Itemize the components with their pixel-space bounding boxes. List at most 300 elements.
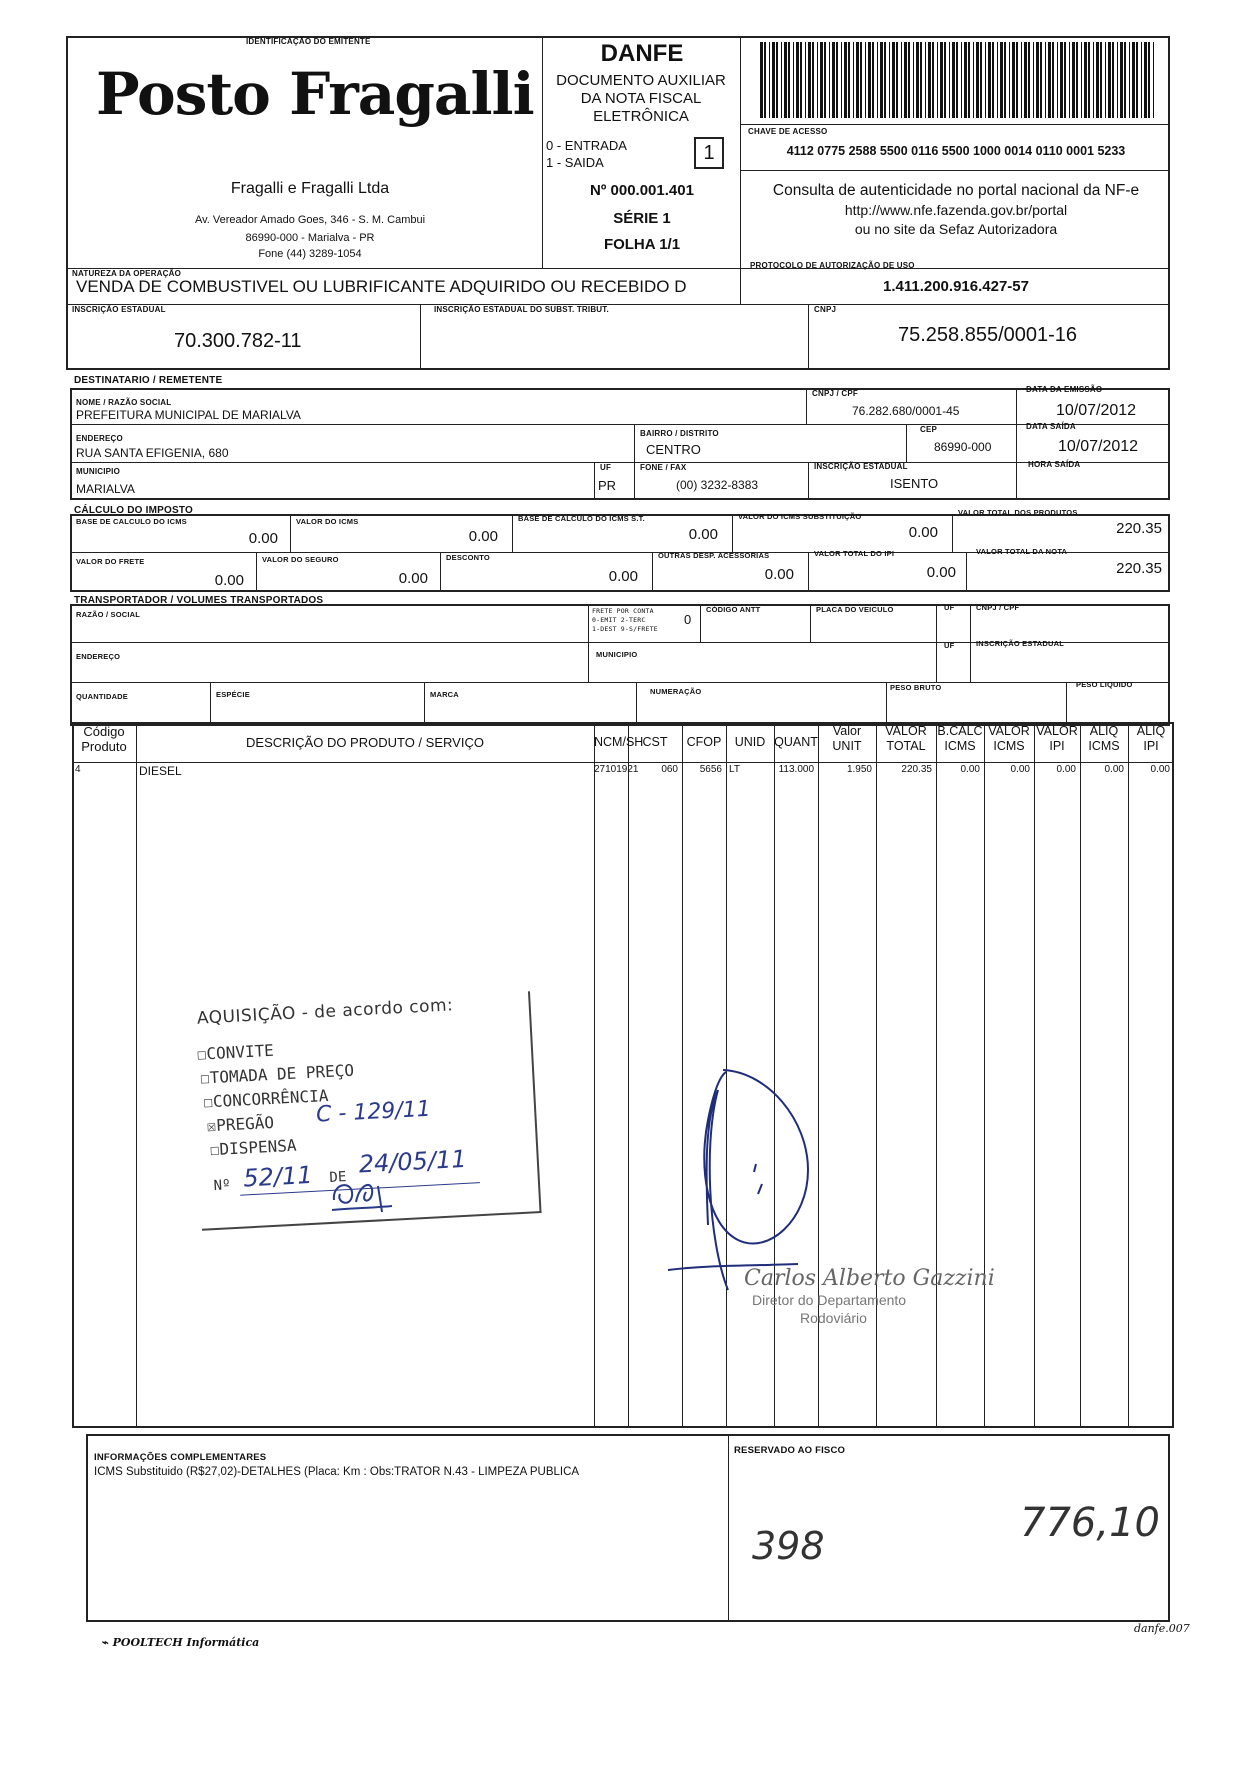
- barcode-bar: [808, 42, 811, 118]
- stamp-option-concorrencia: [203, 1086, 329, 1112]
- barcode-bar: [901, 42, 902, 118]
- barcode-bar: [896, 42, 898, 118]
- barcode-bar: [1153, 42, 1154, 118]
- barcode-bar: [928, 42, 931, 118]
- recipient-city: MARIALVA: [76, 482, 135, 496]
- checkbox-empty-icon: ☐: [196, 1044, 207, 1064]
- info-text: ICMS Substituido (R$27,02)-DETALHES (Placa: Km : Obs:TRATOR N.43 - LIMPEZA PUBLICA: [94, 1466, 580, 1478]
- barcode-bar: [1012, 42, 1015, 118]
- icms-st-label: VALOR DO ICMS SUBSTITUIÇÃO: [738, 512, 862, 521]
- barcode-bar: [1060, 42, 1063, 118]
- divider: [808, 304, 809, 370]
- barcode-bar: [877, 42, 878, 118]
- barcode-bar: [980, 42, 982, 118]
- base-st-value: 0.00: [688, 526, 718, 543]
- column-divider: [936, 722, 937, 1428]
- barcode-bar: [1141, 42, 1142, 118]
- column-header: ALIQ IPI: [1136, 724, 1166, 753]
- divider: [966, 552, 967, 592]
- invoice-number: Nº 000.001.401: [590, 182, 694, 199]
- divider: [588, 604, 589, 682]
- barcode-bar: [1000, 42, 1003, 118]
- barcode-bar: [1112, 42, 1114, 118]
- table-cell: LT: [729, 764, 740, 775]
- recipient-box: [70, 388, 1170, 500]
- barcode-bar: [1132, 42, 1135, 118]
- fisco-label: RESERVADO AO FISCO: [734, 1445, 846, 1456]
- fisco-handwritten-1: 398: [752, 1524, 825, 1568]
- consult-line3: ou no site da Sefaz Autorizadora: [854, 221, 1058, 237]
- divider: [810, 604, 811, 642]
- barcode-bar: [1129, 42, 1130, 118]
- pooltech-logo-icon: ⌁: [102, 1636, 109, 1649]
- barcode-bar: [956, 42, 958, 118]
- barcode-bar: [788, 42, 790, 118]
- barcode-bar: [1009, 42, 1010, 118]
- barcode-bar: [856, 42, 859, 118]
- divider: [952, 514, 953, 552]
- barcode-bar: [968, 42, 970, 118]
- table-cell: 27101921: [594, 764, 639, 775]
- ie-value: 70.300.782-11: [174, 330, 302, 352]
- divider: [1016, 388, 1017, 500]
- barcode-bar: [865, 42, 866, 118]
- divider: [66, 304, 1170, 305]
- barcode-bar: [889, 42, 890, 118]
- barcode-bar: [805, 42, 806, 118]
- city-label: MUNICIPIO: [76, 467, 121, 476]
- carrier-uf2-label: UF: [944, 641, 955, 650]
- stamp-date-handwritten: 24/05/11: [358, 1144, 468, 1179]
- stamp-de-label: DE: [329, 1169, 347, 1186]
- column-header: Valor UNIT: [832, 724, 862, 753]
- barcode-bar: [820, 42, 823, 118]
- insurance-value: 0.00: [398, 570, 428, 587]
- stamp-option-convite: [196, 1041, 274, 1064]
- invoice-total-value: 220.35: [1116, 560, 1162, 577]
- barcode: [760, 42, 1160, 118]
- recipient-address: RUA SANTA EFIGENIA, 680: [76, 446, 229, 460]
- barcode-bar: [1004, 42, 1006, 118]
- access-key: 4112 0775 2588 5500 0116 5500 1000 0014 0110 0001 5233: [786, 144, 1126, 158]
- barcode-bar: [1045, 42, 1046, 118]
- divider: [290, 514, 291, 552]
- barcode-bar: [944, 42, 946, 118]
- barcode-bar: [892, 42, 895, 118]
- operation-label: NATUREZA DA OPERAÇÃO: [72, 269, 182, 278]
- barcode-bar: [1028, 42, 1030, 118]
- protocol-value: 1.411.200.916.427-57: [883, 278, 1029, 295]
- emitter-address: Av. Vereador Amado Goes, 346 - S. M. Cambui: [194, 214, 426, 226]
- table-cell: 060: [661, 764, 678, 775]
- type-box: 1: [694, 137, 724, 169]
- barcode-bar: [952, 42, 955, 118]
- danfe-title: DANFE: [600, 40, 684, 67]
- column-header: VALOR IPI: [1036, 724, 1078, 753]
- info-label: INFORMAÇÕES COMPLEMENTARES: [94, 1452, 267, 1463]
- emitter-section-label: IDENTIFICAÇÃO DO EMITENTE: [246, 37, 371, 46]
- discount-label: DESCONTO: [446, 553, 490, 562]
- freight-mode-label: FRETE POR CONTA: [592, 607, 654, 615]
- barcode-bar: [940, 42, 943, 118]
- barcode-bar: [772, 42, 775, 118]
- company-logo: Posto Fragalli: [96, 60, 534, 128]
- stamp-no-label: Nº: [213, 1177, 231, 1195]
- barcode-bar: [841, 42, 842, 118]
- barcode-bar: [872, 42, 874, 118]
- recipient-name-label: NOME / RAZÃO SOCIAL: [76, 398, 172, 407]
- freight-value: 0.00: [214, 572, 244, 589]
- freight-mode-opt2: 1-DEST 9-S/FRETE: [592, 625, 658, 633]
- barcode-bar: [812, 42, 814, 118]
- barcode-bar: [964, 42, 967, 118]
- column-divider: [136, 722, 137, 1428]
- checkbox-empty-icon: ☐: [209, 1139, 220, 1160]
- table-cell: 113.000: [778, 764, 814, 775]
- divider: [634, 424, 635, 462]
- freight-label: VALOR DO FRETE: [76, 557, 145, 566]
- table-cell: 0.00: [960, 764, 980, 775]
- stamp-option-label: PREGÃO: [215, 1112, 275, 1135]
- consult-line2: http://www.nfe.fazenda.gov.br/portal: [844, 202, 1068, 218]
- gross-weight-label: PESO BRUTO: [890, 683, 942, 692]
- divider: [424, 682, 425, 726]
- divider: [936, 604, 937, 682]
- ie-st-label: INSCRIÇÃO ESTADUAL DO SUBST. TRIBUT.: [434, 305, 609, 314]
- exit-date: 10/07/2012: [1058, 438, 1139, 455]
- column-divider: [1034, 722, 1035, 1428]
- column-header: NCM/SH: [594, 735, 644, 749]
- barcode-bar: [1136, 42, 1138, 118]
- stamp-option-label: CONVITE: [205, 1040, 275, 1064]
- divider: [886, 682, 887, 726]
- antt-label: CÓDIGO ANTT: [706, 605, 761, 614]
- barcode-bar: [784, 42, 787, 118]
- volume-qty-label: QUANTIDADE: [76, 692, 128, 701]
- base-icms-value: 0.00: [248, 530, 278, 547]
- checkbox-checked-icon: ☒: [206, 1115, 217, 1136]
- barcode-bar: [793, 42, 794, 118]
- column-divider: [594, 722, 595, 1428]
- divider: [66, 268, 1170, 269]
- divider: [808, 552, 809, 592]
- stamp-option-dispensa: [209, 1136, 297, 1160]
- barcode-bar: [988, 42, 991, 118]
- barcode-bar: [961, 42, 962, 118]
- stamp-title: AQUISIÇÃO - de acordo com:: [196, 995, 454, 1029]
- divider: [740, 170, 1170, 171]
- cep-label: CEP: [920, 425, 938, 434]
- barcode-bar: [776, 42, 778, 118]
- divider: [542, 36, 543, 268]
- carrier-address-label: ENDEREÇO: [76, 652, 121, 661]
- barcode-bar: [1093, 42, 1094, 118]
- barcode-bar: [764, 42, 766, 118]
- barcode-bar: [1088, 42, 1090, 118]
- volume-kind-label: ESPÉCIE: [216, 690, 250, 699]
- carrier-cnpj-label: CNPJ / CPF: [976, 603, 1020, 612]
- items-header-divider: [72, 762, 1174, 763]
- consult-line1: Consulta de autenticidade no portal nacional da NF-e: [772, 182, 1140, 199]
- divider: [512, 514, 513, 552]
- invoice-folha: FOLHA 1/1: [603, 236, 681, 253]
- barcode-bar: [949, 42, 950, 118]
- district-label: BAIRRO / DISTRITO: [640, 429, 719, 438]
- barcode-bar: [1105, 42, 1106, 118]
- column-header: CFOP: [686, 735, 722, 749]
- divider: [256, 552, 257, 592]
- fisco-handwritten-2: 776,10: [1020, 1500, 1160, 1546]
- freight-mode-value: 0: [684, 612, 692, 627]
- phone-label: FONE / FAX: [640, 463, 687, 472]
- table-cell: 0.00: [1150, 764, 1170, 775]
- emission-label: DATA DA EMISSÃO: [1026, 385, 1103, 394]
- divider: [634, 462, 635, 500]
- barcode-bar: [796, 42, 799, 118]
- barcode-bar: [781, 42, 782, 118]
- barcode-bar: [880, 42, 883, 118]
- column-header: Código Produto: [81, 724, 127, 754]
- recipient-cnpj: 76.282.680/0001-45: [852, 404, 960, 418]
- column-header: DESCRIÇÃO DO PRODUTO / SERVIÇO: [246, 735, 484, 750]
- barcode-bar: [973, 42, 974, 118]
- signatory-name: Carlos Alberto Gazzini: [744, 1266, 995, 1291]
- barcode-bar: [1144, 42, 1147, 118]
- recipient-cnpj-label: CNPJ / CPF: [812, 389, 859, 398]
- pregao-handwritten: C - 129/11: [315, 1096, 432, 1128]
- danfe-subtitle: DOCUMENTO AUXILIAR DA NOTA FISCAL ELETRÔNICA: [556, 72, 726, 125]
- recipient-cep: 86990-000: [934, 440, 992, 454]
- barcode-bar: [1057, 42, 1058, 118]
- icms-st-value: 0.00: [908, 524, 938, 541]
- divider: [740, 124, 1170, 125]
- protocol-label: PROTOCOLO DE AUTORIZAÇÃO DE USO: [750, 261, 915, 270]
- signatory-role-2: Rodoviário: [800, 1310, 867, 1326]
- barcode-bar: [800, 42, 802, 118]
- barcode-bar: [824, 42, 826, 118]
- volume-numbering-label: NUMERAÇÃO: [650, 687, 702, 696]
- stamp-option-label: DISPENSA: [218, 1135, 297, 1159]
- barcode-bar: [868, 42, 871, 118]
- table-cell: 0.00: [1056, 764, 1076, 775]
- recipient-name: PREFEITURA MUNICIPAL DE MARIALVA: [76, 408, 301, 422]
- emission-date: 10/07/2012: [1056, 402, 1137, 419]
- barcode-bar: [1048, 42, 1051, 118]
- barcode-bar: [860, 42, 862, 118]
- column-header: QUANT: [774, 735, 818, 749]
- recipient-district: CENTRO: [646, 442, 701, 457]
- barcode-bar: [848, 42, 850, 118]
- base-st-label: BASE DE CALCULO DO ICMS S.T.: [518, 514, 645, 523]
- barcode-bar: [1040, 42, 1042, 118]
- access-key-label: CHAVE DE ACESSO: [748, 127, 828, 136]
- barcode-bar: [1148, 42, 1150, 118]
- checkbox-empty-icon: ☐: [202, 1092, 214, 1112]
- hour-label: HORA SAÍDA: [1028, 460, 1081, 469]
- icms-label: VALOR DO ICMS: [296, 517, 359, 526]
- table-cell: 220.35: [901, 764, 932, 775]
- cnpj-value: 75.258.855/0001-16: [898, 324, 1078, 346]
- divider: [1066, 682, 1067, 726]
- barcode-bar: [992, 42, 994, 118]
- table-cell: 0.00: [1104, 764, 1124, 775]
- divider: [70, 462, 1170, 463]
- barcode-bar: [913, 42, 914, 118]
- ie-label: INSCRIÇÃO ESTADUAL: [72, 305, 166, 314]
- barcode-bar: [925, 42, 926, 118]
- recipient-section-label: DESTINATARIO / REMETENTE: [74, 375, 223, 386]
- invoice-total-label: VALOR TOTAL DA NOTA: [976, 547, 1068, 556]
- stamp-option-label: CONCORRÊNCIA: [212, 1085, 329, 1111]
- barcode-bar: [1096, 42, 1099, 118]
- exit-date-label: DATA SAÍDA: [1026, 422, 1076, 431]
- divider: [70, 682, 1170, 683]
- divider: [652, 552, 653, 592]
- divider: [594, 462, 595, 500]
- divider: [440, 552, 441, 592]
- barcode-bar: [920, 42, 922, 118]
- stamp-no-handwritten: 52/11: [242, 1160, 314, 1193]
- table-cell: DIESEL: [139, 764, 182, 778]
- barcode-bar: [832, 42, 835, 118]
- barcode-bar: [1016, 42, 1018, 118]
- base-icms-label: BASE DE CALCULO DO ICMS: [76, 517, 187, 526]
- stamp-option-label: TOMADA DE PREÇO: [209, 1060, 355, 1088]
- table-cell: 5656: [699, 764, 722, 775]
- discount-value: 0.00: [608, 568, 638, 585]
- checkbox-empty-icon: ☐: [199, 1068, 211, 1088]
- stamp-option-tomada: [200, 1061, 355, 1088]
- barcode-bar: [844, 42, 847, 118]
- barcode-bar: [1124, 42, 1126, 118]
- barcode-bar: [1100, 42, 1102, 118]
- stamp-initials: [326, 1172, 396, 1216]
- carrier-ie-label: INSCRIÇÃO ESTADUAL: [976, 639, 1065, 648]
- table-cell: 1.950: [846, 764, 872, 775]
- column-divider: [984, 722, 985, 1428]
- barcode-bar: [997, 42, 998, 118]
- emitter-city: 86990-000 - Marialva - PR: [245, 232, 375, 244]
- carrier-uf-label: UF: [944, 603, 955, 612]
- barcode-bar: [1064, 42, 1066, 118]
- invoice-serie: SÉRIE 1: [613, 210, 671, 227]
- barcode-bar: [1108, 42, 1111, 118]
- icms-value: 0.00: [468, 528, 498, 545]
- software-credit: [102, 1636, 259, 1649]
- divider: [806, 388, 807, 424]
- barcode-bar: [817, 42, 818, 118]
- other-value: 0.00: [764, 566, 794, 583]
- barcode-bar: [1024, 42, 1027, 118]
- divider: [636, 682, 637, 726]
- barcode-bar: [932, 42, 934, 118]
- column-divider: [876, 722, 877, 1428]
- barcode-bar: [853, 42, 854, 118]
- recipient-ie: ISENTO: [890, 476, 939, 491]
- barcode-bar: [1021, 42, 1022, 118]
- products-total-value: 220.35: [1116, 520, 1162, 537]
- barcode-bar: [829, 42, 830, 118]
- barcode-bar: [1072, 42, 1075, 118]
- operation-value: VENDA DE COMBUSTIVEL OU LUBRIFICANTE ADQUIRIDO OU RECEBIDO D: [76, 277, 687, 296]
- insurance-label: VALOR DO SEGURO: [262, 555, 339, 564]
- recipient-phone: (00) 3232-8383: [676, 478, 759, 492]
- divider: [808, 462, 809, 500]
- barcode-bar: [1076, 42, 1078, 118]
- divider: [728, 1434, 729, 1622]
- barcode-bar: [769, 42, 770, 118]
- barcode-bar: [1120, 42, 1123, 118]
- ipi-value: 0.00: [926, 564, 956, 581]
- other-label: OUTRAS DESP. ACESSORIAS: [658, 551, 770, 560]
- divider: [210, 682, 211, 726]
- column-divider: [1080, 722, 1081, 1428]
- type-saida: 1 - SAIDA: [546, 155, 604, 170]
- barcode-bar: [884, 42, 886, 118]
- barcode-bar: [1036, 42, 1039, 118]
- barcode-bar: [1069, 42, 1070, 118]
- barcode-bar: [1081, 42, 1082, 118]
- type-entrada: 0 - ENTRADA: [546, 138, 627, 153]
- barcode-bar: [760, 42, 763, 118]
- divider: [732, 514, 733, 552]
- barcode-bar: [1033, 42, 1034, 118]
- emitter-phone: Fone (44) 3289-1054: [258, 248, 362, 260]
- recipient-ie-label: INSCRIÇÃO ESTADUAL: [814, 462, 908, 471]
- software-credit-label: POOLTECH Informática: [112, 1636, 260, 1649]
- barcode-bar: [1052, 42, 1054, 118]
- column-header: ALIQ ICMS: [1088, 724, 1120, 753]
- recipient-uf: PR: [598, 478, 617, 493]
- column-divider: [1128, 722, 1129, 1428]
- barcode-bar: [904, 42, 907, 118]
- tax-section-label: CÁLCULO DO IMPOSTO: [74, 505, 193, 516]
- column-header: B.CÁLC ICMS: [937, 724, 983, 753]
- table-cell: 4: [75, 764, 81, 775]
- column-header: CST: [642, 735, 668, 749]
- barcode-bar: [937, 42, 938, 118]
- ipi-label: VALOR TOTAL DO IPI: [814, 549, 895, 558]
- divider: [700, 604, 701, 642]
- barcode-bar: [1084, 42, 1087, 118]
- column-header: VALOR ICMS: [988, 724, 1030, 753]
- signatory-role-1: Diretor do Departamento: [752, 1292, 907, 1308]
- barcode-bar: [1117, 42, 1118, 118]
- carrier-city-label: MUNICIPIO: [596, 650, 638, 659]
- stamp-option-pregao: [206, 1113, 274, 1136]
- transport-section-label: TRANSPORTADOR / VOLUMES TRANSPORTADOS: [74, 595, 324, 606]
- barcode-bar: [836, 42, 838, 118]
- emitter-company: Fragalli e Fragalli Ltda: [230, 180, 390, 197]
- divider: [906, 424, 907, 462]
- plate-label: PLACA DO VEICULO: [816, 605, 894, 614]
- barcode-bar: [908, 42, 910, 118]
- barcode-bar: [916, 42, 919, 118]
- products-total-label: VALOR TOTAL DOS PRODUTOS: [958, 508, 1078, 517]
- carrier-name-label: RAZÃO / SOCIAL: [76, 610, 141, 619]
- divider: [70, 424, 1170, 425]
- cnpj-label: CNPJ: [814, 305, 837, 314]
- barcode-bar: [985, 42, 986, 118]
- uf-label: UF: [600, 463, 612, 472]
- column-header: VALOR TOTAL: [885, 724, 927, 753]
- barcode-bar: [976, 42, 979, 118]
- divider: [970, 604, 971, 682]
- column-header: UNID: [734, 735, 766, 749]
- freight-mode-opt1: 0-EMIT 2-TERC: [592, 616, 646, 624]
- net-weight-label: PESO LIQUIDO: [1076, 680, 1133, 689]
- form-code: danfe.007: [1134, 1622, 1190, 1635]
